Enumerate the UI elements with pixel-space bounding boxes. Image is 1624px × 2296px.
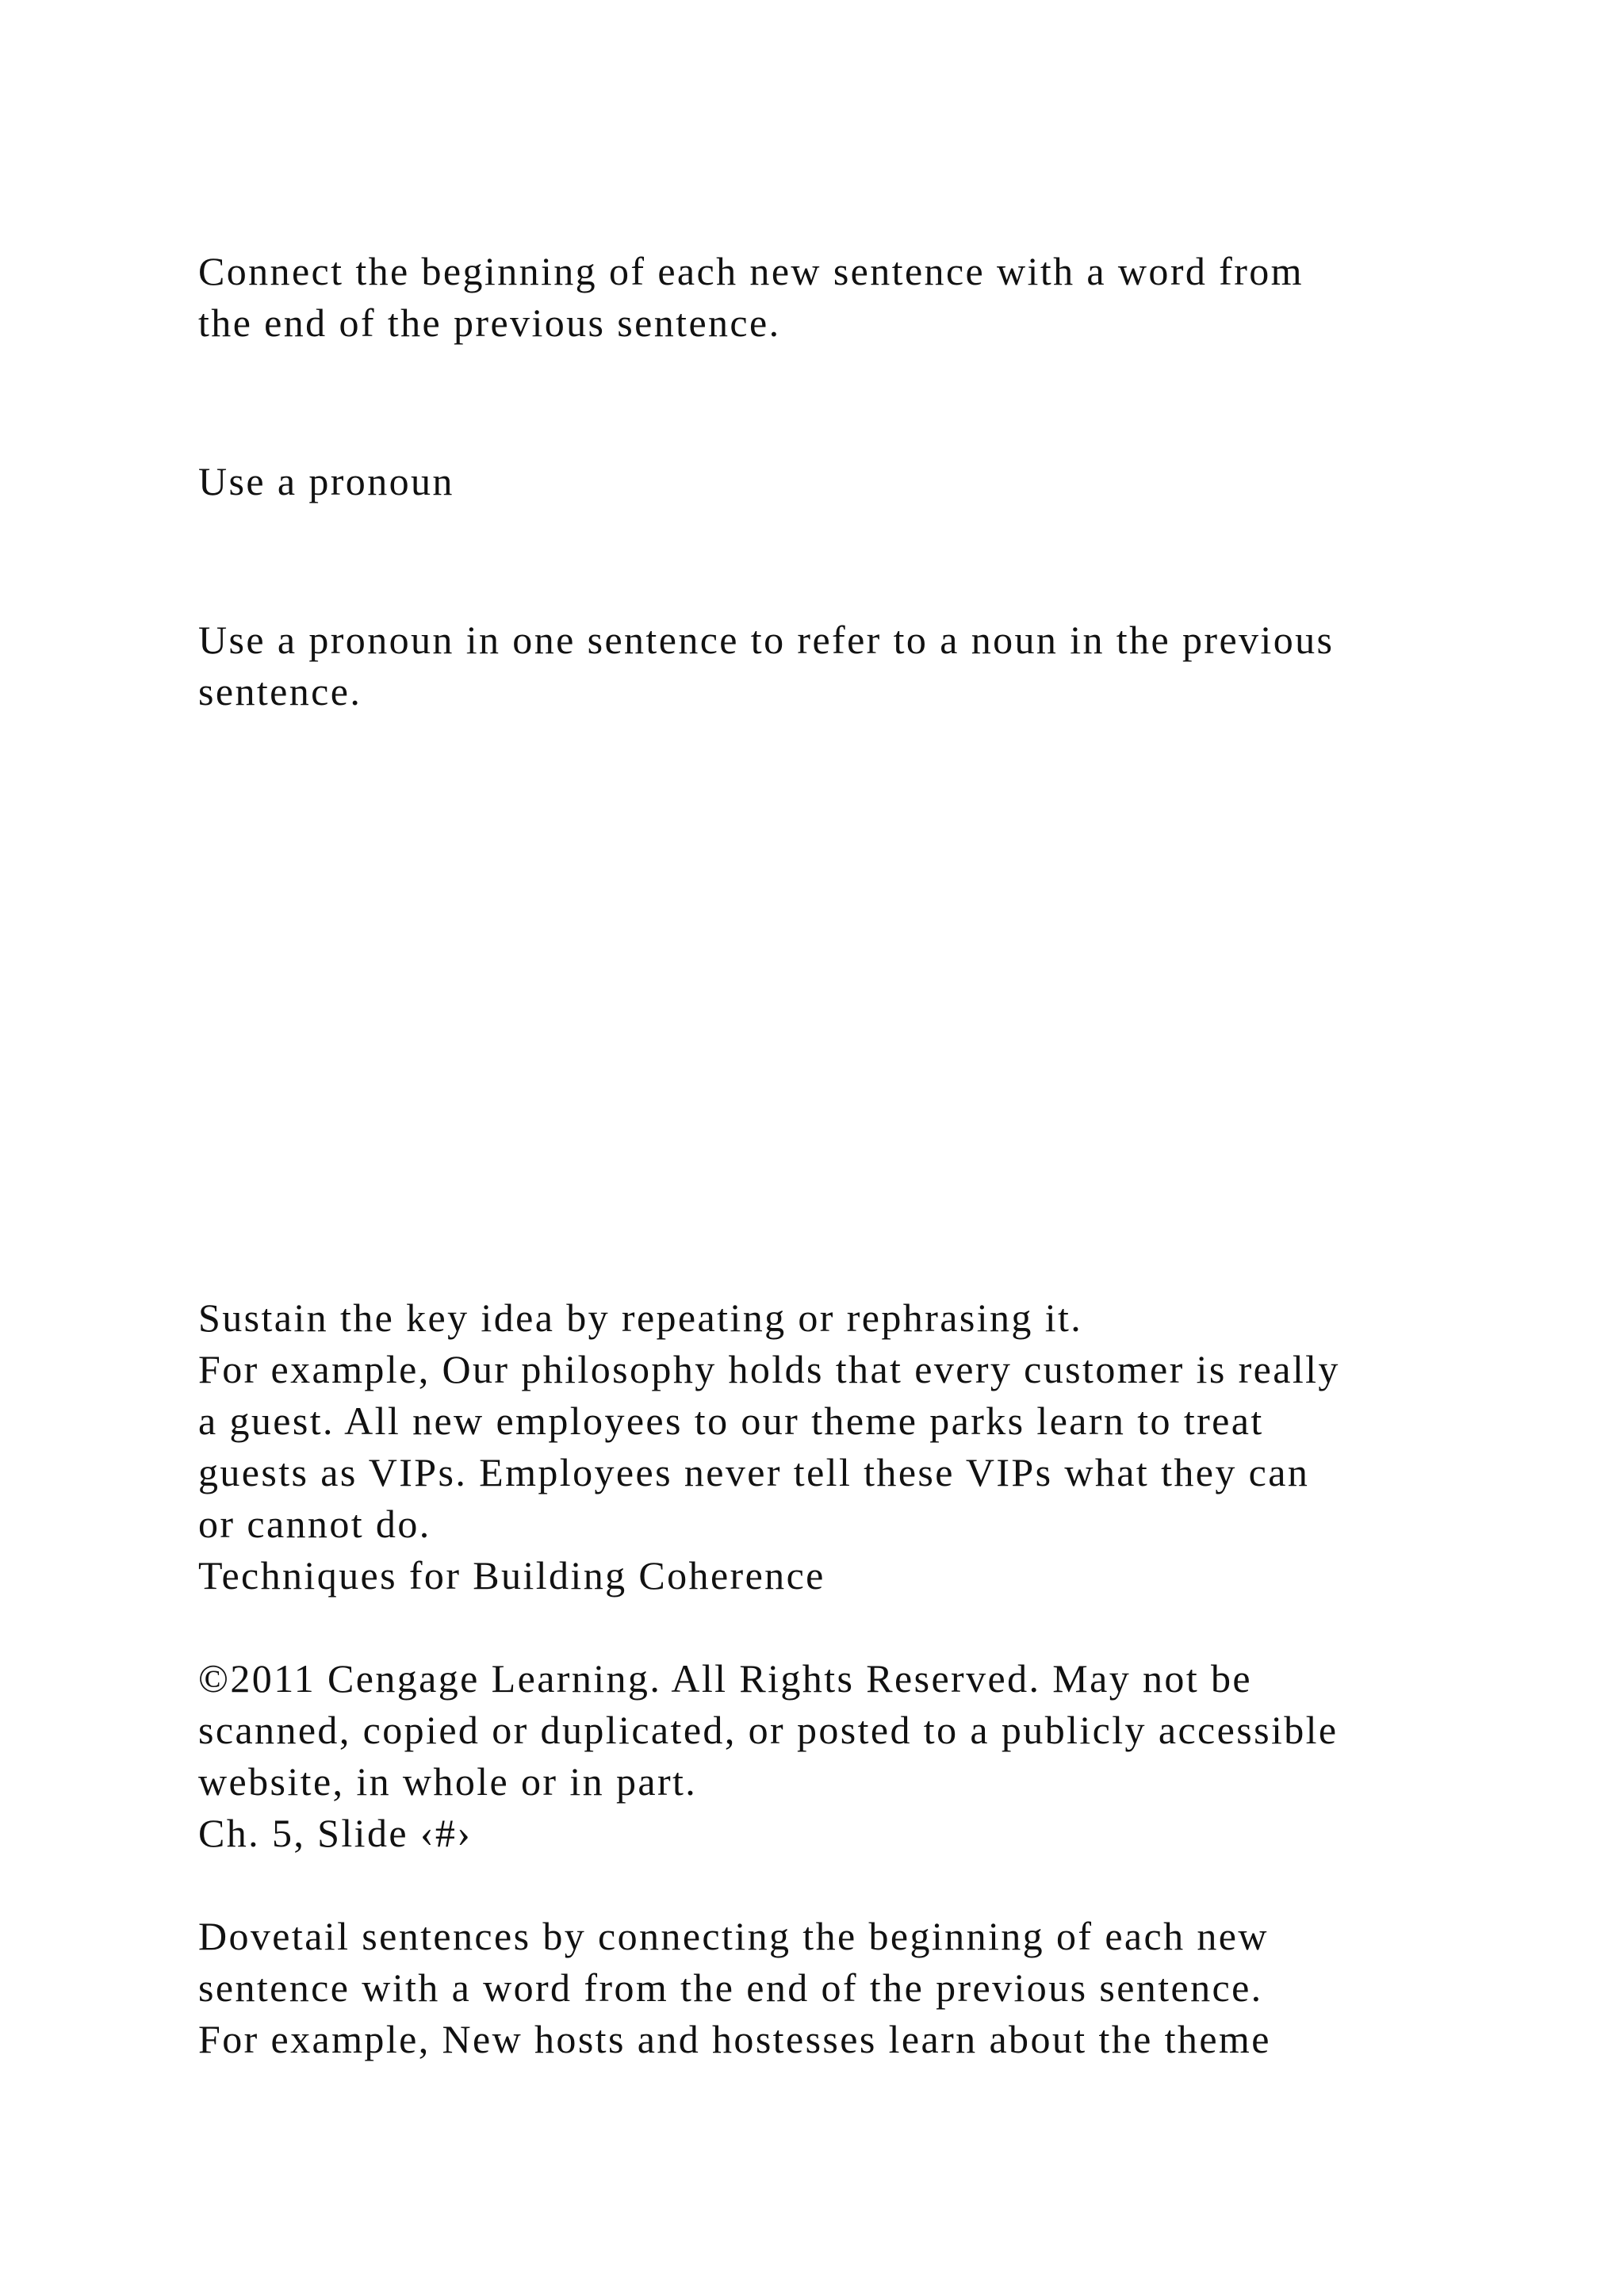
pronoun-heading [198,456,1467,507]
section-title: Techniques for Building Coherence [198,1553,825,1598]
text-line: Sustain the key idea by repeating or rephrasing it. [198,1295,1083,1340]
text-line: sentence with a word from the end of the previous sentence. [198,1965,1263,2010]
pronoun-instruction-paragraph [198,614,1467,718]
text-line: the end of the previous sentence. [198,300,781,345]
text-line: guests as VIPs. Employees never tell these VIPs what they can [198,1450,1310,1494]
copyright-line: website, in whole or in part. [198,1759,698,1804]
copyright-line: ©2011 Cengage Learning. All Rights Reserved. May not be [198,1656,1253,1701]
text-line: For example, Our philosophy holds that every customer is really [198,1347,1340,1391]
coherence-techniques-section [198,1292,1467,2065]
copyright-line: scanned, copied or duplicated, or posted to a publicly accessible [198,1708,1339,1752]
text-line: Use a pronoun [198,459,454,503]
dovetail-instruction-paragraph [198,246,1467,349]
text-line: or cannot do. [198,1502,431,1546]
blank-line [198,1859,1467,1911]
text-line: Use a pronoun in one sentence to refer to a noun in the previous [198,618,1335,662]
text-line: Connect the beginning of each new sentence with a word from [198,249,1304,293]
text-line: a guest. All new employees to our theme parks learn to treat [198,1399,1264,1443]
slide-reference: Ch. 5, Slide ‹#› [198,1811,473,1855]
text-line: sentence. [198,669,362,714]
blank-line [198,1601,1467,1653]
text-line: For example, New hosts and hostesses learn about the theme [198,2017,1271,2061]
text-line: Dovetail sentences by connecting the beginning of each new [198,1914,1269,1958]
